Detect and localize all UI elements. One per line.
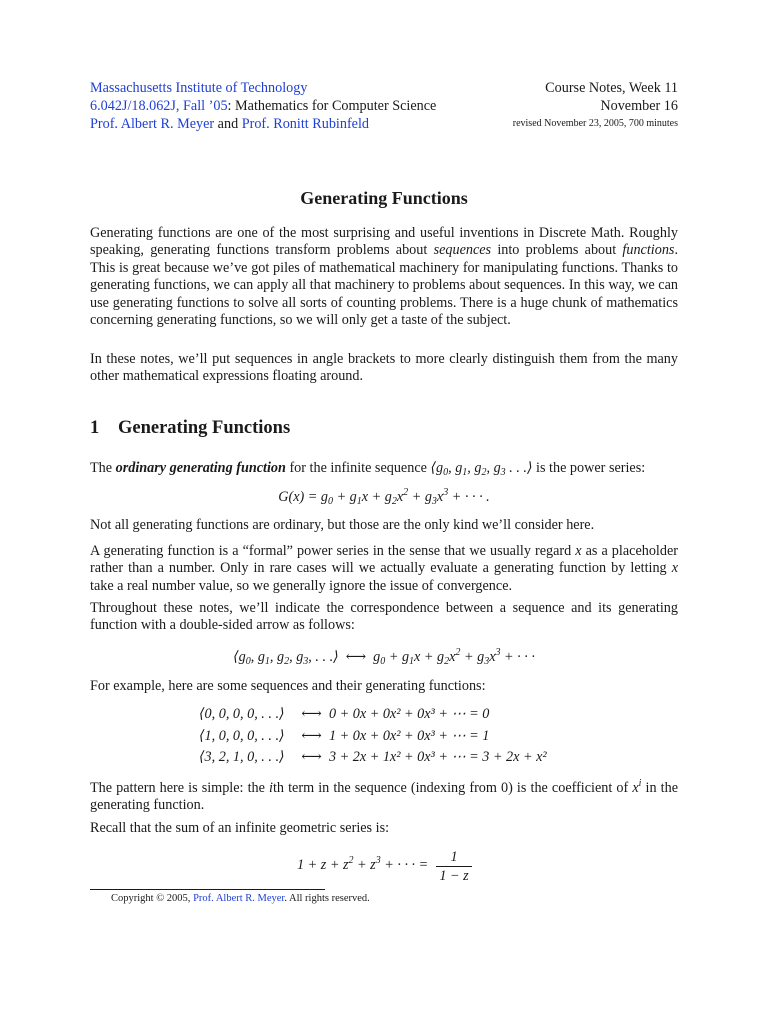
example-row bbox=[199, 704, 547, 726]
document-title: Generating Functions bbox=[300, 188, 468, 208]
paragraph-recall bbox=[90, 820, 678, 837]
footnote-text-a: Copyright © 2005, bbox=[111, 893, 194, 904]
section-title: Generating Functions bbox=[118, 418, 291, 438]
paragraph-throughout bbox=[90, 600, 678, 635]
var-i: i bbox=[269, 780, 273, 796]
fraction-numerator: 1 bbox=[450, 849, 458, 865]
paragraph-pattern bbox=[90, 780, 678, 815]
footnote-meyer-link[interactable]: Prof. Albert R. Meyer bbox=[193, 893, 285, 904]
intro-text-c: . This is great because we’ve got piles of mathematical machinery for manipulating functions. Thanks to generating functions, we can apply all that machinery to problems about sequences. In this way, we can use generating functions to solve all sorts of counting problems. There is a huge chunk of mathematics concerning generating functions, so we will only get a taste of the subject. bbox=[90, 242, 678, 329]
notes-date: November 16 bbox=[600, 98, 678, 114]
example-row bbox=[199, 726, 547, 748]
formal-text-b: as a placeholder rather than a number. Only in rare cases will we actually evaluate a generating function by letting bbox=[90, 543, 678, 577]
intro-paragraph-2 bbox=[90, 351, 678, 386]
example-sequence: ⟨3, 2, 1, 0, . . .⟩ bbox=[199, 749, 285, 765]
geometric-series-lhs: $1 + z + z^2 + z^3$ + · · · = bbox=[297, 855, 429, 873]
arrow-symbol: ⟷ bbox=[301, 706, 322, 722]
pattern-text-c: in the generating function. bbox=[90, 780, 679, 814]
header-right bbox=[513, 79, 678, 133]
example-text: For example, here are some sequences and their generating functions: bbox=[90, 678, 486, 694]
ogf-term: ordinary generating function bbox=[115, 460, 286, 476]
intro-text-a: Generating functions are one of the most surprising and useful inventions in Discrete Math. Roughly speaking, generating functions transform problems about bbox=[90, 225, 678, 259]
pattern-text-b: th term in the sequence (indexing from 0) is the coefficient of bbox=[272, 780, 633, 796]
intro-text-2: In these notes, we’ll put sequences in angle brackets to more clearly distinguish them from the many other mathematical expressions floating around. bbox=[90, 351, 678, 385]
paragraph-ordinary bbox=[90, 517, 678, 534]
ogf-text-c: is the power series: bbox=[532, 460, 646, 476]
arrow-symbol: ⟷ bbox=[301, 727, 322, 744]
footnote-text-b: . All rights reserved. bbox=[284, 893, 370, 904]
course-title: : Mathematics for Computer Science bbox=[227, 98, 437, 114]
var-x-1: x bbox=[575, 543, 582, 559]
formal-text-c: take a real number value, so we generally ignore the issue of convergence. bbox=[90, 577, 513, 594]
course-line bbox=[90, 97, 436, 115]
example-row bbox=[199, 747, 547, 769]
var-x-power-i: $x^i$ bbox=[632, 778, 642, 796]
sequence-notation: $⟨g_0$, $g_1$, $g_2$, $g_3$ . . .⟩ bbox=[430, 460, 533, 478]
prof-meyer-link[interactable]: Prof. Albert R. Meyer bbox=[90, 116, 215, 132]
intro-text-b: into problems about bbox=[491, 242, 623, 259]
institution[interactable]: Massachusetts Institute of Technology bbox=[90, 80, 308, 96]
course-code-link[interactable]: 6.042J/18.062J, Fall ’05 bbox=[90, 98, 228, 114]
ordinary-text: Not all generating functions are ordinary, but those are the only kind we’ll consider here. bbox=[90, 517, 595, 533]
example-function: 0 + 0x + 0x² + 0x³ + ⋯ = 0 bbox=[329, 706, 490, 722]
throughout-text: Throughout these notes, we’ll indicate the correspondence between a sequence and its generating function with a double-sided arrow as follows: bbox=[90, 600, 678, 634]
professors-line bbox=[90, 115, 436, 133]
header-left bbox=[90, 79, 436, 133]
ogf-text-a: The bbox=[90, 460, 116, 476]
example-sequence: ⟨1, 0, 0, 0, . . .⟩ bbox=[199, 727, 285, 744]
prof-rubinfeld-link[interactable]: Prof. Ronitt Rubinfeld bbox=[241, 116, 370, 132]
copyright-footnote bbox=[111, 893, 370, 904]
example-function: 1 + 0x + 0x² + 0x³ + ⋯ = 1 bbox=[329, 727, 490, 744]
example-sequence: ⟨0, 0, 0, 0, . . .⟩ bbox=[199, 706, 285, 722]
formal-text-a: A generating function is a “formal” power series in the sense that we usually regard bbox=[90, 543, 576, 559]
ogf-definition bbox=[90, 460, 678, 477]
geometric-series-fraction bbox=[436, 848, 472, 885]
paragraph-formal bbox=[90, 543, 678, 595]
pattern-text-a: The pattern here is simple: the bbox=[90, 780, 270, 796]
and-text: and bbox=[214, 116, 242, 132]
revised-line: revised November 23, 2005, 700 minutes bbox=[512, 118, 678, 129]
examples-table bbox=[199, 704, 547, 769]
notes-label: Course Notes, Week 11 bbox=[545, 80, 678, 96]
var-x-2: x bbox=[671, 560, 678, 577]
recall-text: Recall that the sum of an infinite geometric series is: bbox=[90, 820, 390, 836]
section-1-heading bbox=[90, 418, 290, 439]
paragraph-example bbox=[90, 678, 678, 695]
arrow-symbol: ⟷ bbox=[301, 749, 322, 765]
intro-em-sequences: sequences bbox=[433, 242, 492, 259]
fraction-denominator: 1 − z bbox=[436, 866, 472, 885]
section-number: 1 bbox=[90, 418, 100, 438]
intro-em-functions: functions bbox=[622, 242, 675, 259]
footnote-divider bbox=[90, 889, 325, 890]
equation-gx: $G(x) = g_0 + g_1x + g_2x^2 + g_3x^3$ + · · · . bbox=[278, 487, 490, 507]
intro-paragraph-1 bbox=[90, 225, 678, 329]
ogf-text-b: for the infinite sequence bbox=[285, 460, 431, 476]
equation-correspondence: $⟨g_0$, $g_1$, $g_2$, $g_3$, . . .⟩ ⟷ $g_0 + g_1x + g_2x^2 + g_3x^3$ + · · · bbox=[233, 647, 535, 667]
example-function: 3 + 2x + 1x² + 0x³ + ⋯ = 3 + 2x + x² bbox=[329, 749, 547, 765]
